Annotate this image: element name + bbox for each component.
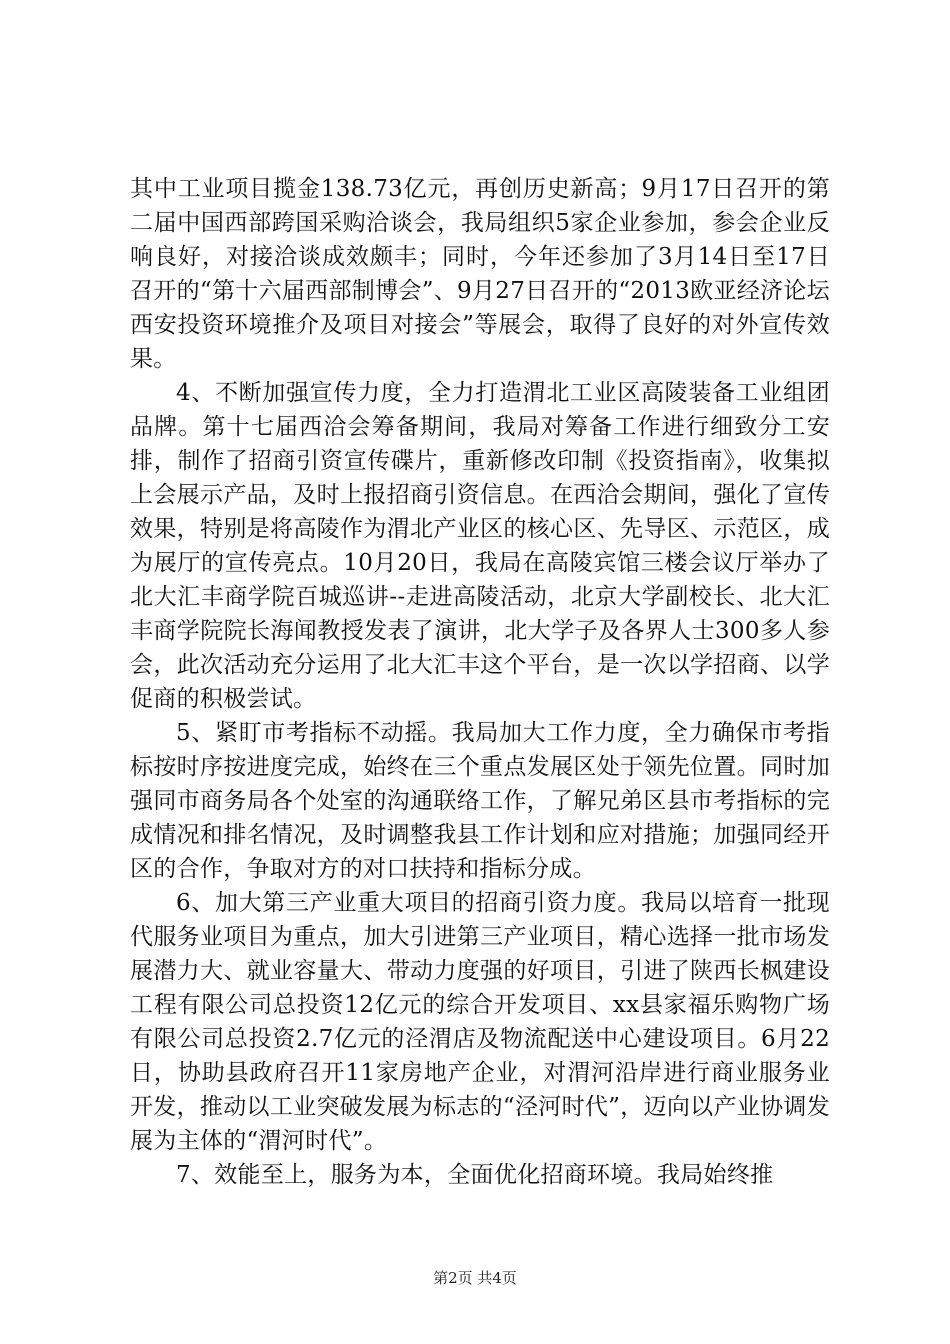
paragraph-item-5: 5、紧盯市考指标不动摇。我局加大工作力度，全力确保市考指标按时序按进度完成，始终在三个重点发展区处于领先位置。同时加强同市商务局各个处室的沟通联络工作，了解兄弟区县市考指标的完成情况和排名情况，及时调整我县工作计划和应对措施；加强同经开区的合作，争取对方的对口扶持和指标分成。 bbox=[130, 720, 830, 882]
paragraph-continuation: 其中工业项目揽金138.73亿元，再创历史新高；9月17日召开的第二届中国西部跨国采购洽谈会，我局组织5家企业参加，参会企业反响良好，对接洽谈成效颇丰；同时，今年还参加了3月14日至17日召开的“第十六届西部制博会”、9月27日召开的“2013欧亚经济论坛西安投资环境推介及项目对接会”等展会，取得了良好的对外宣传效果。 bbox=[130, 176, 830, 372]
paragraph-item-4: 4、不断加强宣传力度，全力打造渭北工业区高陵装备工业组团品牌。第十七届西洽会筹备期间，我局对筹备工作进行细致分工安排，制作了招商引资宣传碟片，重新修改印制《投资指南》，收集拟上会展示产品，及时上报招商引资信息。在西洽会期间，强化了宣传效果，特别是将高陵作为渭北产业区的核心区、先导区、示范区，成为展厅的宣传亮点。10月20日，我局在高陵宾馆三楼会议厅举办了北大汇丰商学院百城巡讲--走进高陵活动，北京大学副校长、北大汇丰商学院院长海闻教授发表了演讲，北大学子及各界人士300多人参会，此次活动充分运用了北大汇丰这个平台，是一次以学招商、以学促商的积极尝试。 bbox=[130, 380, 830, 712]
paragraph-item-6: 6、加大第三产业重大项目的招商引资力度。我局以培育一批现代服务业项目为重点，加大引进第三产业项目，精心选择一批市场发展潜力大、就业容量大、带动力度强的好项目，引进了陕西长枫建设工程有限公司总投资12亿元的综合开发项目、xx县家福乐购物广场有限公司总投资2.7亿元的泾渭店及物流配送中心建设项目。6月22日，协助县政府召开11家房地产企业，对渭河沿岸进行商业服务业开发，推动以工业突破发展为标志的“泾河时代”，迈向以产业协调发展为主体的“渭河时代”。 bbox=[130, 890, 830, 1154]
document-body bbox=[130, 172, 830, 1192]
paragraph-item-7: 7、效能至上，服务为本，全面优化招商环境。我局始终推 bbox=[176, 1162, 774, 1188]
page-footer: 第2页 共4页 bbox=[433, 1269, 517, 1287]
